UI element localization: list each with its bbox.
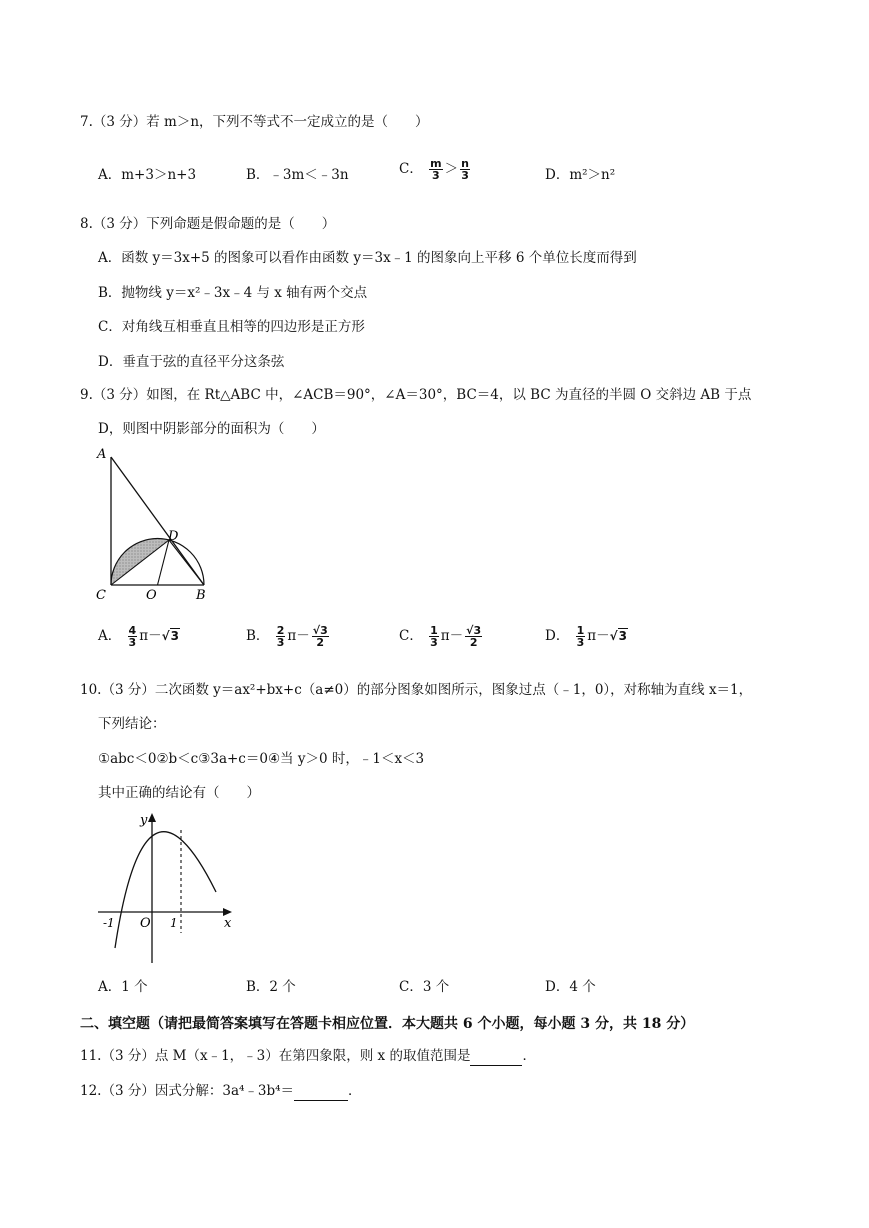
q10-stem-line1: 10.（3 分）二次函数 y＝ax²+bx+c（a≠0）的部分图象如图所示，图象过点（﹣1，0），对称轴为直线 x＝1， [80,682,753,698]
q9-stem-line2: D，则图中阴影部分的面积为（ ） [98,421,325,437]
sqrt: √3 [609,629,628,643]
q11-stem: 11.（3 分）点 M（x﹣1，﹣3）在第四象限，则 x 的取值范围是 [80,1048,471,1064]
fraction-m-over-3: $\frac{m}{3}$ [430,157,442,182]
label-o: O [140,916,151,931]
option-label: B． [246,628,270,644]
q10-stem-line3: ①abc＜0②b＜c③3a+c＝0④当 y＞0 时，﹣1＜x＜3 [98,751,425,767]
q10-stem-line4: 其中正确的结论有（ ） [98,785,260,801]
option-text: m+3＞n+3 [121,167,197,183]
label-x: x [224,916,232,931]
greater-than: ＞ [444,161,459,177]
q10-option-d: D．4 个 [545,979,596,995]
q9-option-d [545,625,628,648]
option-label: C． [399,161,423,177]
q10-option-b: B．2 个 [246,979,296,995]
q10-stem-line2: 下列结论： [98,716,166,732]
parabola-curve [115,832,216,948]
option-text: m²＞n² [569,167,616,183]
x-axis-arrow [223,908,232,916]
q7-option-a [98,166,196,184]
q9-figure [92,445,217,605]
pi-minus: π－ [139,628,162,644]
fraction: $\frac{4}{3}$ [128,624,137,649]
fraction: $\frac{1}{3}$ [576,624,585,649]
q8-option-a: A．函数 y＝3x+5 的图象可以看作由函数 y＝3x﹣1 的图象向上平移 6 个单位长度而得到 [98,250,637,266]
q8-stem: 8.（3 分）下列命题是假命题的是（ ） [80,216,336,232]
q9-option-c [399,625,484,648]
q12-stem: 12.（3 分）因式分解：3a⁴﹣3b⁴＝ [80,1083,295,1099]
fraction-sqrt3-over-2: $\frac{√3}{2}$ [312,624,328,649]
label-1: 1 [170,916,178,930]
option-label: A． [98,167,122,183]
period: ． [348,1083,362,1099]
label-y: y [140,813,148,828]
fraction-sqrt3-over-2: $\frac{√3}{2}$ [466,624,482,649]
q8-option-c: C．对角线互相垂直且相等的四边形是正方形 [98,319,365,335]
option-label: C． [399,628,423,644]
q9-stem-line1: 9.（3 分）如图，在 Rt△ABC 中，∠ACB＝90°，∠A＝30°，BC＝4，以 BC 为直径的半圆 O 交斜边 AB 于点 [80,387,752,403]
q7-option-d [545,166,615,184]
label-d: D [168,529,179,544]
answer-blank[interactable] [470,1047,522,1066]
q12-line [80,1082,362,1101]
q7-option-c [399,158,472,181]
q8-option-d: D．垂直于弦的直径平分这条弦 [98,354,285,370]
q7-option-b [246,166,349,184]
q10-option-a: A．1 个 [98,979,148,995]
q9-option-b [246,625,331,648]
pi-minus: π－ [440,628,464,644]
label-a: A [97,447,107,462]
fraction: $\frac{2}{3}$ [276,624,285,649]
option-text: ﹣3m＜﹣3n [269,167,349,183]
q7-stem: 7.（3 分）若 m＞n，下列不等式不一定成立的是（ ） [80,114,429,130]
q10-figure [95,808,245,968]
q8-option-b: B．抛物线 y＝x²﹣3x﹣4 与 x 轴有两个交点 [98,285,368,301]
y-axis-arrow [148,813,156,822]
sqrt: √3 [161,629,179,643]
q9-option-a [98,625,180,648]
q11-line [80,1047,536,1066]
label-o: O [146,588,157,603]
option-label: B． [246,167,270,183]
period: ． [522,1048,536,1064]
pi-minus: π－ [587,628,610,644]
fraction: $\frac{1}{3}$ [430,624,438,649]
answer-blank[interactable] [294,1082,348,1101]
option-label: A． [98,628,122,644]
option-label: D． [545,628,570,644]
q10-option-c: C．3 个 [399,979,450,995]
pi-minus: π－ [287,628,310,644]
option-label: D． [545,167,570,183]
label-neg1: -1 [103,916,115,930]
fraction-n-over-3: $\frac{n}{3}$ [461,157,469,182]
label-b: B [196,588,206,603]
section-title: 二、填空题（请把最简答案填写在答题卡相应位置．本大题共 6 个小题，每小题 3 分，共 18 分） [80,1016,695,1032]
label-c: C [96,588,106,603]
